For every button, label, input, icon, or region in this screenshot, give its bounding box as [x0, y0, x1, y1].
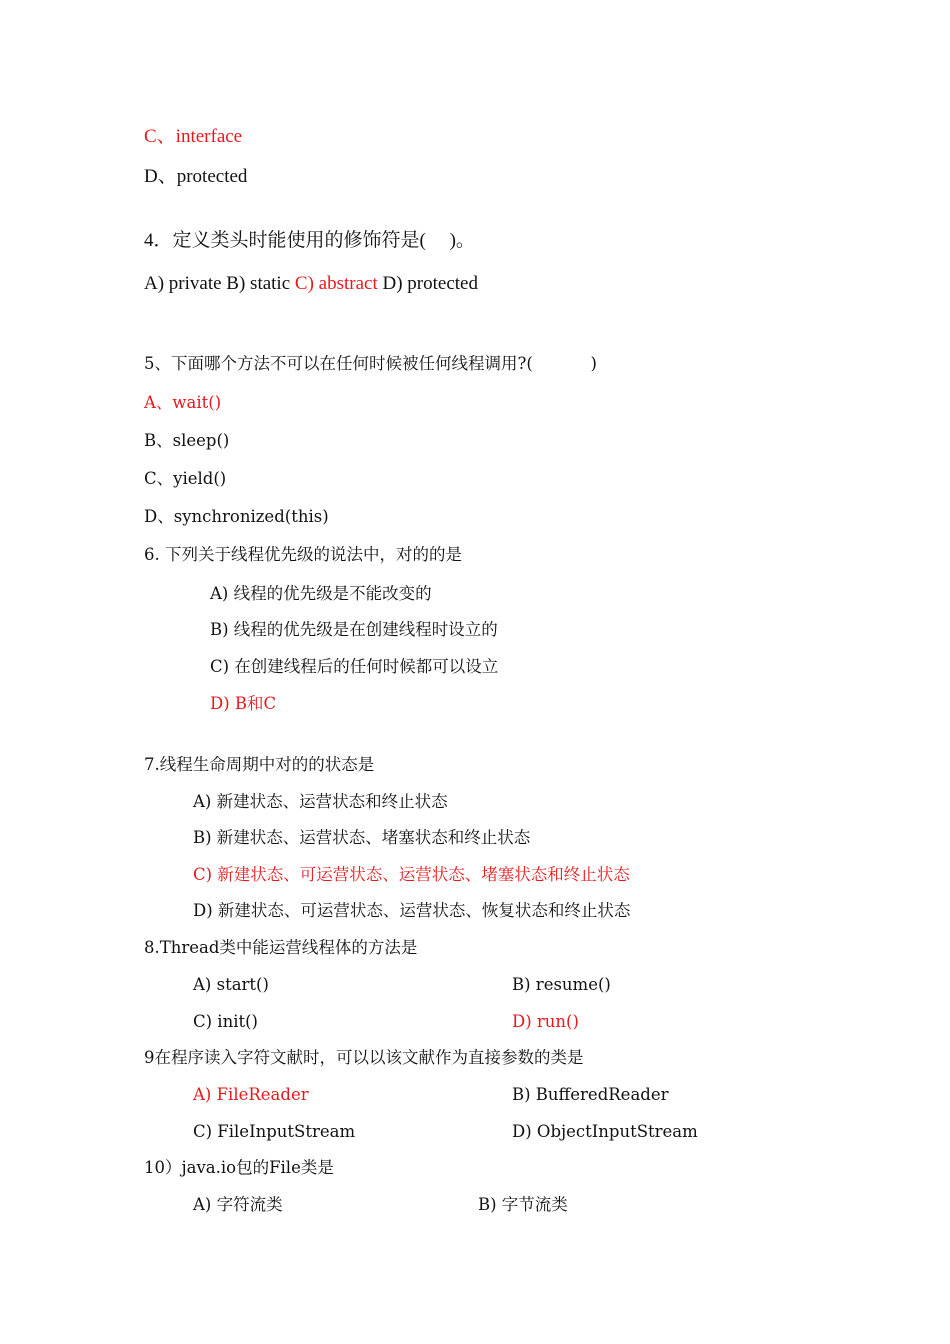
- q8-option-d-answer: D) run(): [512, 1012, 579, 1031]
- q4-options-ab: A) private B) static: [144, 273, 295, 294]
- q9-option-b: B) BufferedReader: [512, 1085, 669, 1104]
- q9-option-d: D) ObjectInputStream: [512, 1122, 698, 1141]
- q7-option-d: D) 新建状态、可运营状态、运营状态、恢复状态和终止状态: [193, 901, 631, 920]
- q6-question: 6. 下列关于线程优先级的说法中，对的的是: [144, 545, 462, 564]
- q8-option-b: B) resume(): [512, 975, 611, 994]
- q3-option-d: D、protected: [144, 166, 248, 187]
- q6-option-c: C) 在创建线程后的任何时候都可以设立: [210, 657, 499, 676]
- q7-option-b: B) 新建状态、运营状态、堵塞状态和终止状态: [193, 828, 531, 847]
- q4-question: 4．定义类头时能使用的修饰符是( )。: [144, 230, 475, 251]
- q8-question: 8.Thread类中能运营线程体的方法是: [144, 938, 418, 957]
- q8-option-c: C) init(): [193, 1012, 258, 1031]
- q7-option-c-answer: C) 新建状态、可运营状态、运营状态、堵塞状态和终止状态: [193, 865, 630, 884]
- q5-option-b: B、sleep(): [144, 431, 230, 450]
- q4-option-d: D) protected: [377, 273, 478, 294]
- q4-options: [144, 274, 478, 293]
- q6-option-b: B) 线程的优先级是在创建线程时设立的: [210, 620, 498, 639]
- q9-option-c: C) FileInputStream: [193, 1122, 356, 1141]
- q6-option-a: A) 线程的优先级是不能改变的: [210, 584, 432, 603]
- q9-option-a-answer: A) FileReader: [193, 1085, 309, 1104]
- q5-question: 5、下面哪个方法不可以在任何时候被任何线程调用?( ): [144, 354, 597, 373]
- q10-question: 10）java.io包的File类是: [144, 1158, 334, 1177]
- q5-option-d: D、synchronized(this): [144, 507, 329, 526]
- q5-option-c: C、yield(): [144, 469, 227, 488]
- q8-option-a: A) start(): [193, 975, 269, 994]
- q4-option-c-answer: C) abstract: [294, 273, 378, 294]
- q6-option-d-answer: D) B和C: [210, 694, 277, 713]
- q3-option-c-answer: C、interface: [144, 126, 243, 147]
- q7-question: 7.线程生命周期中对的的状态是: [144, 755, 375, 774]
- q9-question: 9在程序读入字符文献时，可以以该文献作为直接参数的类是: [144, 1048, 584, 1067]
- q7-option-a: A) 新建状态、运营状态和终止状态: [193, 792, 448, 811]
- q10-option-b: B) 字节流类: [478, 1195, 568, 1214]
- q10-option-a: A) 字符流类: [193, 1195, 283, 1214]
- q5-option-a-answer: A、wait(): [144, 393, 222, 412]
